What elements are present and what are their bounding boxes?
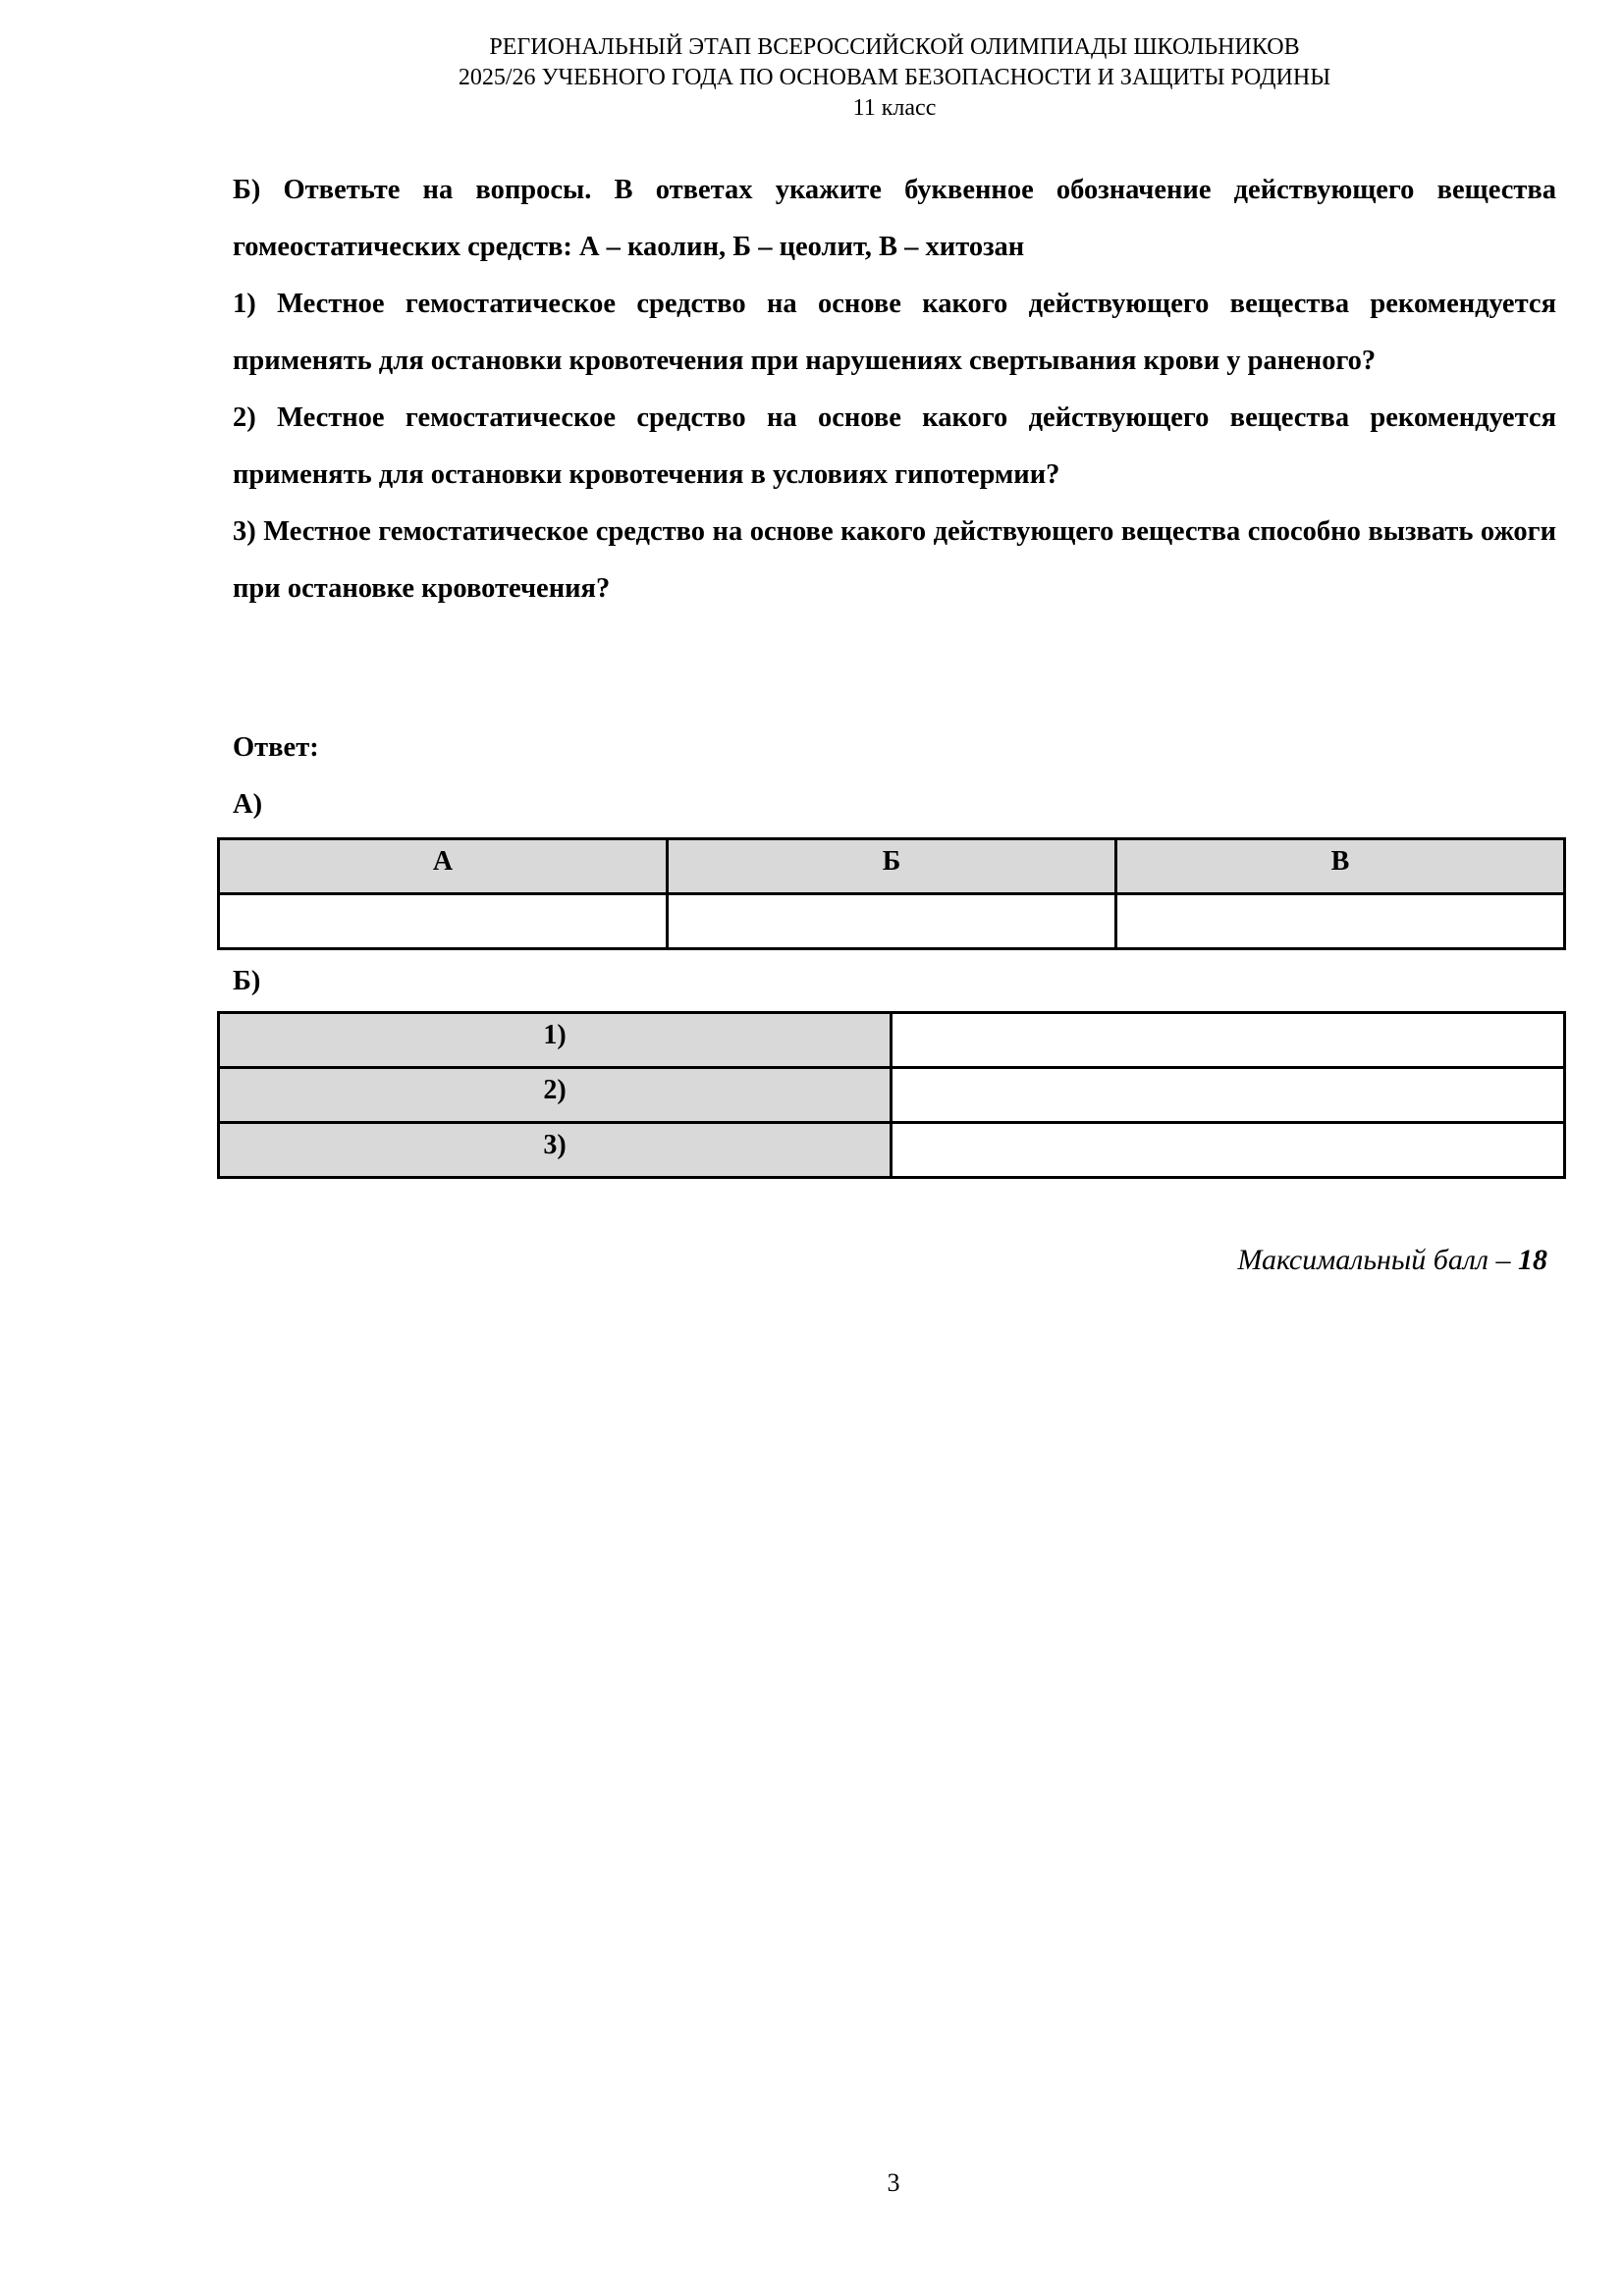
table-a-header-row xyxy=(219,839,1565,894)
table-a-header-cell: Б xyxy=(668,839,1116,894)
max-score-label: Максимальный балл – xyxy=(1237,1244,1518,1276)
task-intro: Б) Ответьте на вопросы. В ответах укажите буквенное обозначение действующего вещества гомеостатических средств: А – каолин, Б – цеолит, В – хитозан xyxy=(233,175,1556,262)
question-number-cell: 1) xyxy=(219,1013,892,1068)
header-grade: 11 класс xyxy=(852,95,937,121)
question-number-cell: 2) xyxy=(219,1068,892,1123)
table-row xyxy=(219,1123,1565,1178)
task-text xyxy=(233,162,1556,617)
part-b-label: Б) xyxy=(233,966,261,996)
question-3: 3) Местное гемостатическое средство на основе какого действующего вещества способно вызвать ожоги при остановке кровотечения? xyxy=(233,516,1556,604)
table-a-header-cell: В xyxy=(1116,839,1565,894)
table-a-answer-row xyxy=(219,894,1565,949)
answer-cell[interactable] xyxy=(892,1068,1565,1123)
header-title-line-2: 2025/26 УЧЕБНОГО ГОДА ПО ОСНОВАМ БЕЗОПАСНОСТИ И ЗАЩИТЫ РОДИНЫ xyxy=(458,65,1331,90)
table-a-header-cell: А xyxy=(219,839,668,894)
question-1: 1) Местное гемостатическое средство на основе какого действующего вещества рекомендуется применять для остановки кровотечения при нарушениях свертывания крови у раненого? xyxy=(233,289,1556,376)
answer-cell[interactable] xyxy=(892,1123,1565,1178)
page-header xyxy=(0,32,1624,124)
page-number: 3 xyxy=(887,2168,900,2197)
answer-table-b xyxy=(217,1011,1566,1179)
header-title-line-1: РЕГИОНАЛЬНЫЙ ЭТАП ВСЕРОССИЙСКОЙ ОЛИМПИАДЫ ШКОЛЬНИКОВ xyxy=(489,34,1300,60)
question-2: 2) Местное гемостатическое средство на основе какого действующего вещества рекомендуется применять для остановки кровотечения в условиях гипотермии? xyxy=(233,402,1556,490)
max-score xyxy=(1237,1243,1547,1278)
table-a-answer-cell[interactable] xyxy=(219,894,668,949)
table-row xyxy=(219,1068,1565,1123)
question-number-cell: 3) xyxy=(219,1123,892,1178)
table-a-answer-cell[interactable] xyxy=(668,894,1116,949)
table-row xyxy=(219,1013,1565,1068)
answer-label: Ответ: xyxy=(233,732,319,763)
answer-cell[interactable] xyxy=(892,1013,1565,1068)
max-score-value: 18 xyxy=(1518,1244,1547,1276)
part-a-label: А) xyxy=(233,789,263,820)
answer-table-a xyxy=(217,837,1566,950)
table-a-answer-cell[interactable] xyxy=(1116,894,1565,949)
